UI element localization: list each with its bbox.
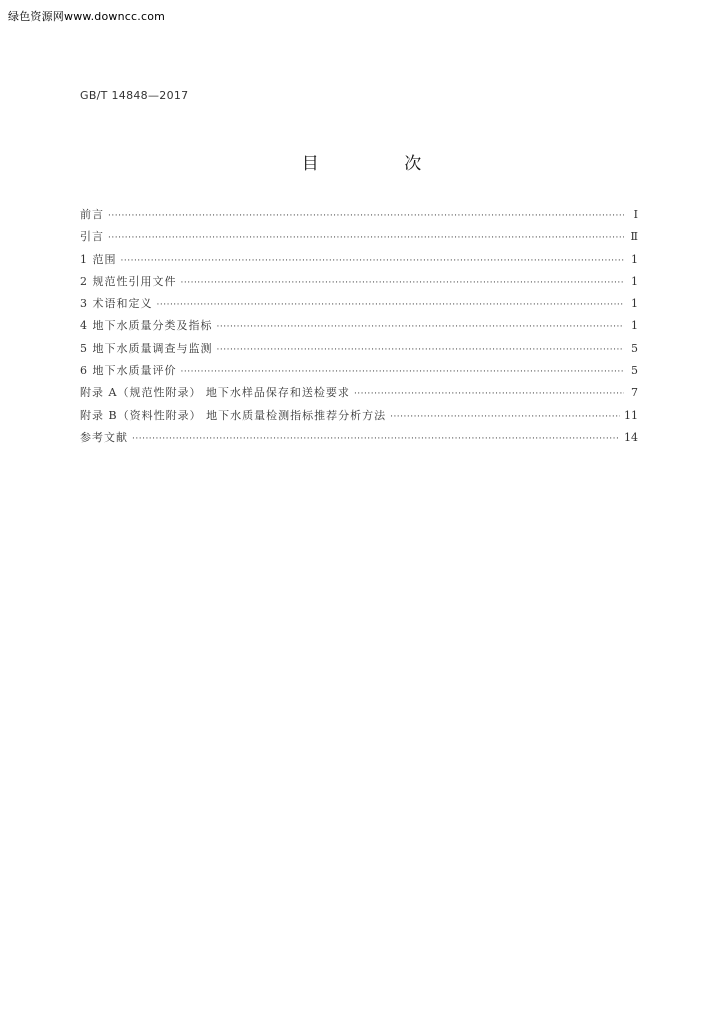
toc-entry-page: 5: [631, 364, 638, 378]
toc-entry-page: 7: [631, 386, 638, 400]
toc-dot-leader: [217, 345, 625, 355]
toc-entry-page: 1: [631, 274, 638, 288]
toc-entry-label: 5 地下水质量调查与监测: [80, 341, 213, 355]
toc-entry-scope[interactable]: [80, 251, 638, 273]
toc-dot-leader: [132, 434, 620, 444]
toc-entry-quality-evaluation[interactable]: [80, 362, 638, 384]
toc-entry-page: 1: [631, 297, 638, 311]
toc-dot-leader: [121, 256, 625, 266]
toc-entry-label: 前言: [80, 208, 104, 221]
toc-dot-leader: [390, 412, 620, 422]
toc-entry-page: 1: [631, 319, 638, 333]
toc-entry-page: 5: [631, 341, 638, 355]
toc-dot-leader: [157, 300, 625, 310]
toc-entry-label: 2 规范性引用文件: [80, 274, 177, 288]
toc-entry-investigation-monitoring[interactable]: [80, 340, 638, 362]
watermark-text: 绿色资源网www.downcc.com: [8, 10, 166, 23]
toc-entry-label: 3 术语和定义: [80, 297, 153, 311]
toc-entry-page: I: [633, 208, 638, 221]
toc-entry-foreword[interactable]: [80, 206, 638, 228]
page-title: 目 次: [301, 154, 462, 174]
toc-entry-label: 6 地下水质量评价: [80, 364, 177, 378]
toc-dot-leader: [181, 367, 625, 377]
toc-entry-page: Ⅱ: [630, 230, 638, 244]
toc-entry-appendix-b[interactable]: [80, 407, 638, 429]
toc-entry-label: 附录 B（资料性附录） 地下水质量检测指标推荐分析方法: [80, 408, 387, 422]
toc-entry-introduction[interactable]: [80, 228, 638, 250]
toc-entry-normative-references[interactable]: [80, 273, 638, 295]
toc-dot-leader: [108, 211, 624, 221]
toc-entry-label: 参考文献: [80, 430, 128, 444]
toc-entry-label: 4 地下水质量分类及指标: [80, 319, 213, 333]
toc-entry-page: 11: [624, 408, 638, 422]
toc-entry-label: 引言: [80, 230, 104, 244]
toc-dot-leader: [354, 389, 624, 399]
toc-entry-page: 14: [624, 430, 638, 444]
toc-entry-label: 1 范围: [80, 252, 117, 266]
toc-dot-leader: [108, 233, 624, 243]
toc-entry-terms-definitions[interactable]: [80, 295, 638, 317]
toc-entry-page: 1: [631, 252, 638, 266]
toc-dot-leader: [217, 322, 625, 332]
toc-entry-appendix-a[interactable]: [80, 384, 638, 406]
toc-entry-classification-indicators[interactable]: [80, 317, 638, 339]
standard-number: GB/T 14848—2017: [80, 89, 189, 102]
toc-dot-leader: [181, 278, 625, 288]
toc-entry-label: 附录 A（规范性附录） 地下水样品保存和送检要求: [80, 386, 350, 400]
toc-entry-bibliography[interactable]: [80, 429, 638, 451]
table-of-contents: [80, 206, 638, 451]
